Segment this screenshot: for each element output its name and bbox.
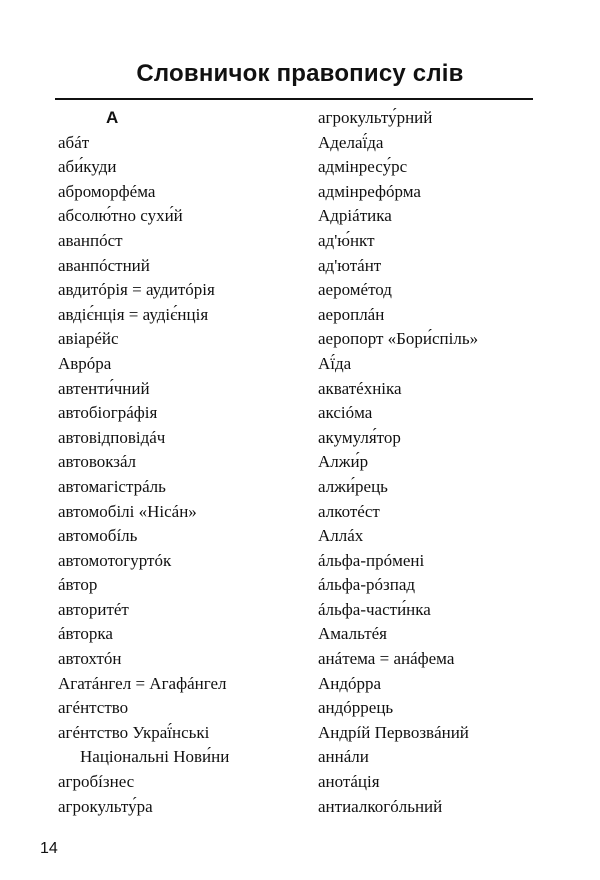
list-item: абáт <box>58 132 90 152</box>
list-item: автобіогрáфія <box>58 403 158 423</box>
list-item: автомобíль <box>58 526 138 546</box>
list-item: аброморфéма <box>58 181 156 201</box>
list-item: алкотéст <box>318 501 380 521</box>
list-item: Амальтéя <box>318 624 387 644</box>
list-item: автохтóн <box>58 649 122 669</box>
list-item-multiline <box>58 721 308 770</box>
list-item: автомотогуртóк <box>58 550 172 570</box>
list-item: Аврóра <box>58 353 112 373</box>
title-divider <box>55 98 533 100</box>
list-item: Алжи́р <box>318 452 369 472</box>
list-item: авдіє́нція = аудіє́нція <box>58 304 209 324</box>
list-item: автомагістрáль <box>58 476 166 496</box>
list-item: агéнтство <box>58 698 129 718</box>
list-item: áвторка <box>58 624 113 644</box>
list-item: áльфа-прóмені <box>318 550 425 570</box>
list-item: аеропорт «Бори́спіль» <box>318 329 479 349</box>
list-item: авіарéйс <box>58 329 119 349</box>
list-item: аби́куди <box>58 157 117 177</box>
section-letter: А <box>106 108 119 127</box>
list-item: автенти́чний <box>58 378 150 398</box>
page-number: 14 <box>40 840 58 857</box>
entry-line-2: Національні Нови́ни <box>80 747 230 767</box>
list-item: Аллáх <box>318 526 364 546</box>
list-item: Агатáнгел = Агафáнгел <box>58 673 227 693</box>
list-item: áвтор <box>58 575 98 595</box>
list-item: ад'ютáнт <box>318 255 382 275</box>
list-item: ад'ю́нкт <box>318 230 375 250</box>
list-item: андóррець <box>318 698 394 718</box>
list-item: алжи́рець <box>318 476 388 496</box>
list-item: агрокульту́рний <box>318 108 433 127</box>
left-column <box>58 106 308 819</box>
list-item: аванпóстний <box>58 255 150 275</box>
list-item: абсолю́тно сухи́й <box>58 206 183 226</box>
list-item: Андрíй Первозвáний <box>318 722 469 742</box>
right-column <box>318 106 578 819</box>
list-item: аванпóст <box>58 230 123 250</box>
list-item: áльфа-части́нка <box>318 599 431 619</box>
list-item: аксіóма <box>318 403 373 423</box>
list-item: Андóрра <box>318 673 382 693</box>
list-item: аннáли <box>318 747 369 767</box>
list-item: Аї́да <box>318 353 352 373</box>
list-item: аеромéтод <box>318 280 392 300</box>
list-item: автовідповідáч <box>58 427 166 447</box>
entry-line-1: агéнтство Украї́нські <box>58 722 210 742</box>
list-item: агробíзнес <box>58 772 135 792</box>
list-item: автомобілі «Нісáн» <box>58 501 197 521</box>
list-item: агрокульту́ра <box>58 796 153 816</box>
list-item: Адріáтика <box>318 206 392 226</box>
list-item: аероплáн <box>318 304 385 324</box>
list-item: акумуля́тор <box>318 427 401 447</box>
list-item: анáтема = анáфема <box>318 649 455 669</box>
list-item: автовокзáл <box>58 452 137 472</box>
list-item: áльфа-рóзпад <box>318 575 416 595</box>
list-item: авторитéт <box>58 599 129 619</box>
list-item: акватéхніка <box>318 378 402 398</box>
list-item: адмінресу́рс <box>318 157 408 177</box>
list-item: антиалкогóльний <box>318 796 443 816</box>
page-title: Словничок правопису слів <box>136 60 464 87</box>
list-item: Аделаї́да <box>318 132 384 152</box>
list-item: адмінрефóрма <box>318 181 421 201</box>
list-item: анотáція <box>318 772 380 792</box>
list-item: авдитóрія = аудитóрія <box>58 280 215 300</box>
